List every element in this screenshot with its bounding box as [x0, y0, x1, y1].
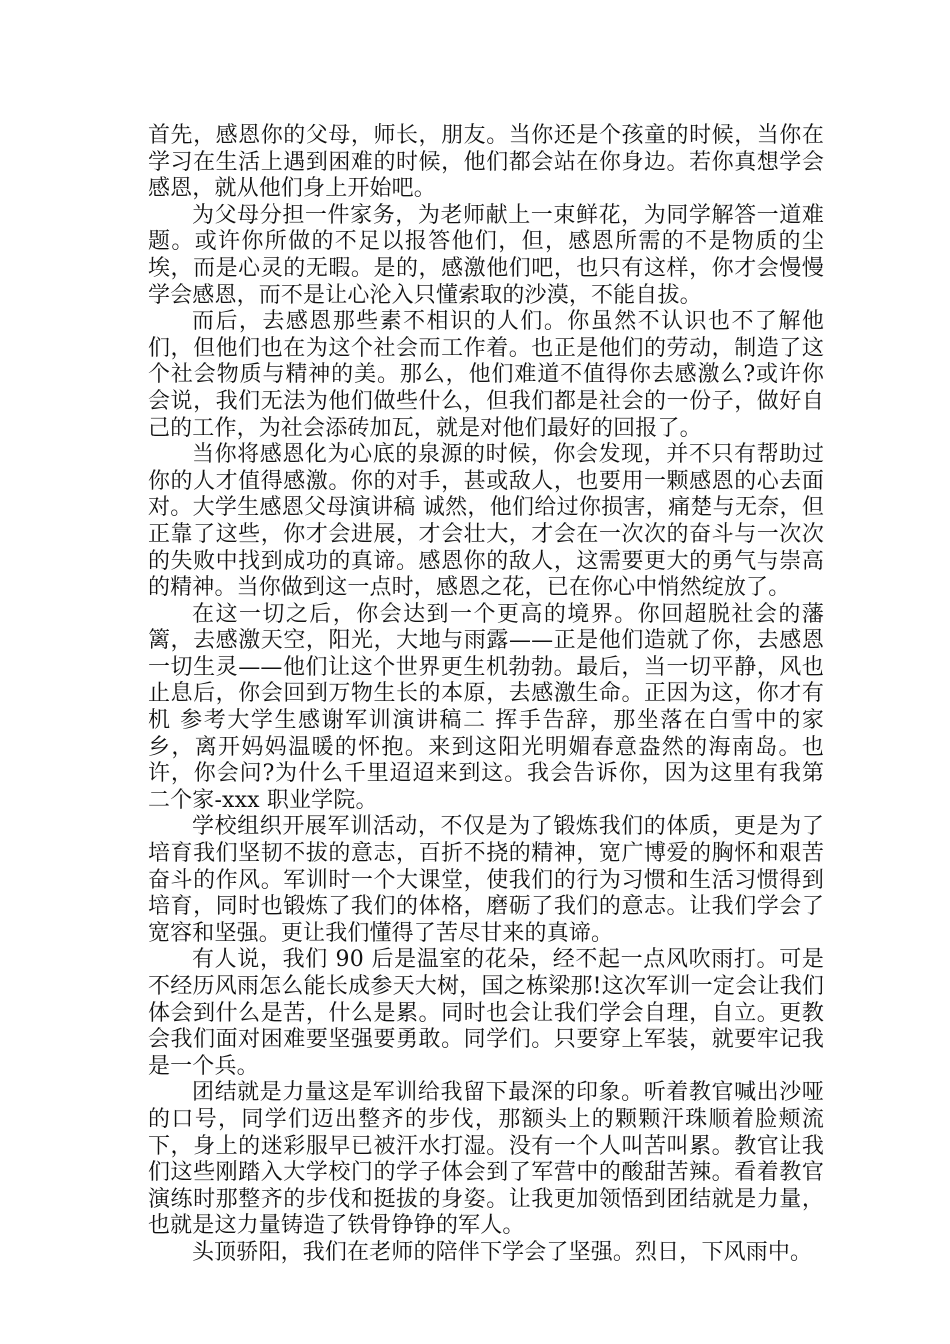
paragraph: 头顶骄阳，我们在老师的陪伴下学会了坚强。烈日，下风雨中。 — [192, 1239, 813, 1265]
document-page — [148, 123, 824, 1267]
paragraph: 而后，去感恩那些素不相识的人们。你虽然不认识也不了解他们，但他们也在为这个社会而工作着。也正是他们的劳动，制造了这个社会物质与精神的美。那么，他们难道不值得你去感激么?或许你会说，我们无法为他们做些什么，但我们都是社会的一份子，做好自己的工作，为社会添砖加瓦，就是对他们最好的回报了。 — [148, 309, 824, 441]
paragraph: 为父母分担一件家务，为老师献上一束鲜花，为同学解答一道难题。或许你所做的不足以报答他们，但，感恩所需的不是物质的尘埃，而是心灵的无暇。是的，感激他们吧，也只有这样，你才会慢慢学会感恩，而不是让心沦入只懂索取的沙漠，不能自拔。 — [148, 202, 824, 308]
paragraph: 在这一切之后，你会达到一个更高的境界。你回超脱社会的藩篱，去感激天空，阳光，大地与雨露——正是他们造就了你，去感恩一切生灵——他们让这个世界更生机勃勃。最后，当一切平静，风也止息后，你会回到万物生长的本原，去感激生命。正因为这，你才有机 参考大学生感谢军训演讲稿二 挥手告辞，那坐落在白雪中的家乡，离开妈妈温暖的怀抱。来到这阳光明媚春意盎然的海南岛。也许，你会问?为什么千里迢迢来到这。我会告诉你，因为这里有我第二个家-xxx 职业学院。 — [148, 601, 824, 813]
paragraph: 有人说，我们 90 后是温室的花朵，经不起一点风吹雨打。可是不经历风雨怎么能长成参天大树，国之栋梁那!这次军训一定会让我们体会到什么是苦，什么是累。同时也会让我们学会自理，自立。更教会我们面对困难要坚强要勇敢。同学们。只要穿上军装，就要牢记我是一个兵。 — [148, 947, 824, 1079]
paragraph: 学校组织开展军训活动，不仅是为了锻炼我们的体质，更是为了培育我们坚韧不拔的意志，百折不挠的精神，宽广博爱的胸怀和艰苦奋斗的作风。军训时一个大课堂，使我们的行为习惯和生活习惯得到培育，同时也锻炼了我们的体格，磨砺了我们的意志。让我们学会了宽容和坚强。更让我们懂得了苦尽甘来的真谛。 — [148, 814, 824, 946]
paragraph: 当你将感恩化为心底的泉源的时候，你会发现，并不只有帮助过你的人才值得感激。你的对手，甚或敌人，也要用一颗感恩的心去面对。大学生感恩父母演讲稿 诚然，他们给过你损害，痛楚与无奈，但正靠了这些，你才会进展，才会壮大，才会在一次次的奋斗与一次次的失败中找到成功的真谛。感恩你的敌人，这需要更大的勇气与崇高的精神。当你做到这一点时，感恩之花，已在你心中悄然绽放了。 — [148, 442, 824, 601]
paragraph: 首先，感恩你的父母，师长，朋友。当你还是个孩童的时候，当你在学习在生活上遇到困难的时候，他们都会站在你身边。若你真想学会感恩，就从他们身上开始吧。 — [148, 123, 824, 202]
paragraph: 团结就是力量这是军训给我留下最深的印象。听着教官喊出沙哑的口号，同学们迈出整齐的步伐，那额头上的颗颗汗珠顺着脸颊流下，身上的迷彩服早已被汗水打湿。没有一个人叫苦叫累。教官让我们这些刚踏入大学校门的学子体会到了军营中的酸甜苦辣。看着教官演练时那整齐的步伐和挺拔的身姿。让我更加领悟到团结就是力量，也就是这力量铸造了铁骨铮铮的军人。 — [148, 1080, 824, 1239]
